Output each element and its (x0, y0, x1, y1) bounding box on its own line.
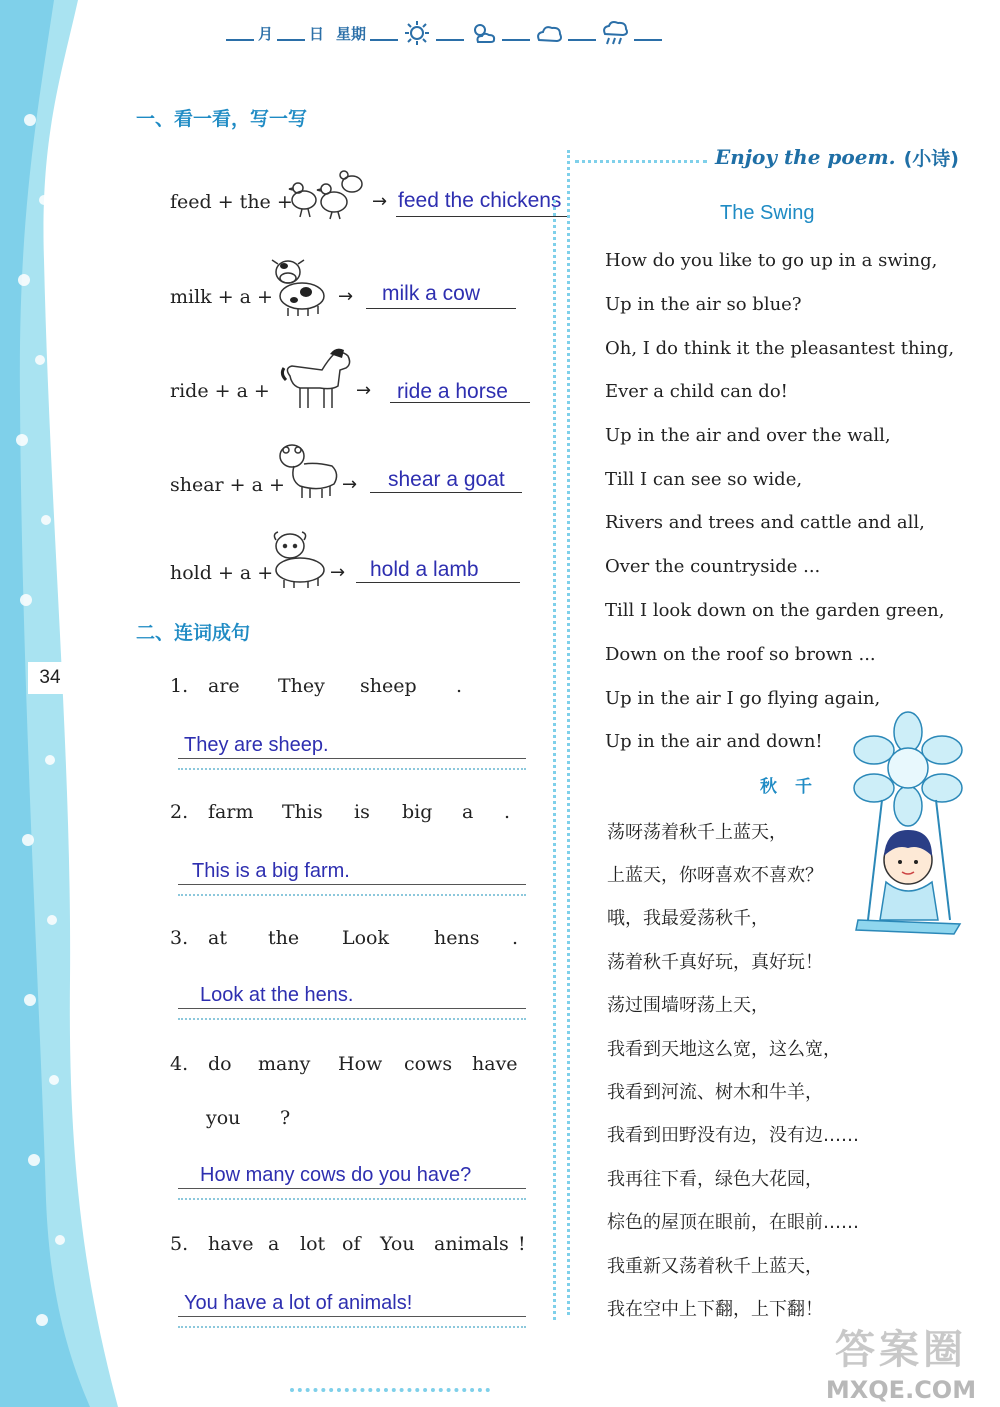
cn-poem-line: 我再往下看，绿色大花园， (607, 1169, 823, 1190)
p1-answer: milk a cow (382, 282, 481, 305)
word-chip: of (342, 1233, 361, 1255)
poem-line: Over the countryside ... (605, 556, 821, 577)
answer-line-4 (178, 1164, 526, 1194)
p1-row-feed (170, 176, 590, 236)
question-5 (170, 1226, 550, 1262)
column-divider-right (567, 150, 570, 1315)
cn-poem-line: 荡呀荡着秋千上蓝天， (607, 822, 787, 843)
p1-row-ride (170, 362, 590, 422)
watermark (806, 1318, 996, 1404)
answer-text: This is a big farm. (192, 860, 350, 882)
footer-dots (290, 1388, 490, 1392)
rainy-icon (600, 20, 630, 46)
cn-poem-line: 荡着秋千真好玩，真好玩！ (607, 952, 823, 973)
weather-blank-1 (436, 25, 464, 41)
poem-title: The Swing (720, 202, 815, 224)
cow-illustration (266, 256, 332, 318)
question-number: 2. (170, 801, 189, 823)
p1-formula: ride + a + (170, 380, 270, 402)
poem-line: Up in the air and down! (605, 731, 823, 752)
answer-underline (366, 308, 516, 309)
word-chip: ? (280, 1107, 291, 1129)
goat-illustration (276, 440, 344, 500)
answer-text: They are sheep. (184, 734, 329, 756)
question-number: 5. (170, 1233, 189, 1255)
word-chip: . (512, 927, 519, 949)
p1-row-milk (170, 268, 590, 328)
month-label: 月 (258, 24, 274, 43)
word-chip: the (268, 927, 300, 949)
p1-formula: hold + a + (170, 562, 274, 584)
word-chip: lot (300, 1233, 326, 1255)
part2-title: 二、连词成句 (136, 622, 251, 644)
part1-title: 一、看一看，写一写 (136, 108, 308, 130)
cn-poem-line: 我看到河流、树木和牛羊， (607, 1082, 823, 1103)
poem-line: Up in the air so blue? (605, 294, 802, 315)
question-4 (170, 1046, 550, 1082)
word-chip: This (282, 801, 323, 823)
word-chip: are (208, 675, 240, 697)
date-header (226, 18, 662, 48)
poem-line: Rivers and trees and cattle and all, (605, 512, 925, 533)
answer-underline (396, 216, 568, 217)
poem-line: How do you like to go up in a swing, (605, 250, 938, 271)
word-chip: You (380, 1233, 415, 1255)
question-1 (170, 668, 550, 704)
word-chip: you (206, 1107, 241, 1129)
p1-row-shear (170, 456, 590, 516)
word-chip: have (208, 1233, 254, 1255)
word-chip: have (472, 1053, 518, 1075)
p1-formula: shear + a + (170, 474, 285, 496)
weather-blank-3 (568, 25, 596, 41)
weather-blank-4 (634, 25, 662, 41)
poem-line: Till I look down on the garden green, (605, 600, 945, 621)
poem-line: Till I can see so wide, (605, 469, 803, 490)
watermark-url: MXQE.COM (825, 1376, 977, 1404)
question-2 (170, 794, 550, 830)
horse-illustration (280, 346, 356, 412)
answer-underline (356, 582, 520, 583)
word-chip: cows (404, 1053, 453, 1075)
watermark-logo-text: 答案圈 (835, 1327, 967, 1373)
poem-line: Ever a child can do! (605, 381, 788, 402)
word-chip: many (258, 1053, 311, 1075)
cn-poem-line: 我看到田野没有边，没有边…… (607, 1125, 859, 1146)
month-blank (226, 25, 254, 41)
arrow: → (330, 562, 346, 583)
word-chip: ! (518, 1233, 526, 1255)
poem-line: Up in the air I go flying again, (605, 688, 881, 709)
word-chip: animals (434, 1233, 509, 1255)
word-chip: a (268, 1233, 280, 1255)
p1-answer: ride a horse (397, 380, 508, 403)
word-chip: is (354, 801, 370, 823)
lamb-illustration (268, 530, 330, 590)
question-3 (170, 920, 550, 956)
word-chip: big (402, 801, 433, 823)
word-chip: They (278, 675, 325, 697)
answer-line-2 (178, 860, 526, 890)
word-chip: Look (342, 927, 390, 949)
poem-line: Up in the air and over the wall, (605, 425, 891, 446)
question-number: 3. (170, 927, 189, 949)
weekday-blank (370, 25, 398, 41)
word-chip: How (338, 1053, 383, 1075)
word-chip: do (208, 1053, 232, 1075)
decorative-left-band (0, 0, 120, 1407)
p1-answer: feed the chickens (398, 189, 562, 212)
answer-underline (370, 492, 522, 493)
poem-heading-cn: (小诗) (903, 147, 959, 170)
word-chip: at (208, 927, 227, 949)
question-number: 4. (170, 1053, 189, 1075)
cn-poem-line: 我看到天地这么宽，这么宽， (607, 1039, 841, 1060)
cloudy-icon (534, 20, 564, 46)
poem-line: Oh, I do think it the pleasantest thing, (605, 338, 955, 359)
word-chip: sheep (360, 675, 417, 697)
weekday-label: 星期 (336, 24, 367, 43)
word-chip: . (456, 675, 463, 697)
question-number: 1. (170, 675, 189, 697)
arrow: → (338, 286, 354, 307)
word-chip: hens (434, 927, 480, 949)
word-chip: a (462, 801, 474, 823)
answer-text: You have a lot of animals! (184, 1292, 413, 1314)
p1-row-hold (170, 542, 590, 602)
answer-text: Look at the hens. (200, 984, 354, 1006)
word-chip: . (504, 801, 511, 823)
p1-answer: shear a goat (388, 468, 505, 491)
word-chip: farm (208, 801, 254, 823)
day-label: 日 (309, 24, 325, 43)
chickens-illustration (282, 162, 368, 222)
answer-text: How many cows do you have? (200, 1164, 472, 1186)
arrow: → (342, 474, 358, 495)
arrow: → (356, 380, 372, 401)
day-blank (277, 25, 305, 41)
cn-poem-line: 上蓝天，你呀喜欢不喜欢？ (607, 865, 823, 886)
p1-formula: milk + a + (170, 286, 273, 308)
swing-child-illustration (842, 710, 972, 950)
p1-formula: feed + the + (170, 191, 293, 213)
p1-answer: hold a lamb (370, 558, 479, 581)
cn-poem-line: 荡过围墙呀荡上天， (607, 995, 769, 1016)
poem-heading-text: Enjoy the poem. (715, 145, 896, 169)
answer-line-3 (178, 984, 526, 1014)
answer-line-1 (178, 734, 526, 764)
arrow: → (372, 191, 388, 212)
partly-cloudy-icon (468, 20, 498, 46)
heading-dots (575, 152, 707, 163)
column-divider-left (553, 200, 556, 1320)
cn-poem-line: 我在空中上下翻，上下翻！ (607, 1299, 823, 1320)
weather-blank-2 (502, 25, 530, 41)
page-number: 34 (28, 662, 72, 694)
answer-underline (390, 402, 530, 403)
question-4-cont (170, 1100, 550, 1136)
cn-poem-line: 哦，我最爱荡秋千， (607, 908, 769, 929)
cn-poem-line: 棕色的屋顶在眼前，在眼前…… (607, 1212, 859, 1233)
answer-line-5 (178, 1292, 526, 1322)
cn-poem-line: 我重新又荡着秋千上蓝天， (607, 1256, 823, 1277)
poem-heading (575, 140, 985, 174)
sunny-icon (402, 20, 432, 46)
poem-line: Down on the roof so brown ... (605, 644, 876, 665)
cn-poem-title: 秋千 (760, 777, 830, 797)
